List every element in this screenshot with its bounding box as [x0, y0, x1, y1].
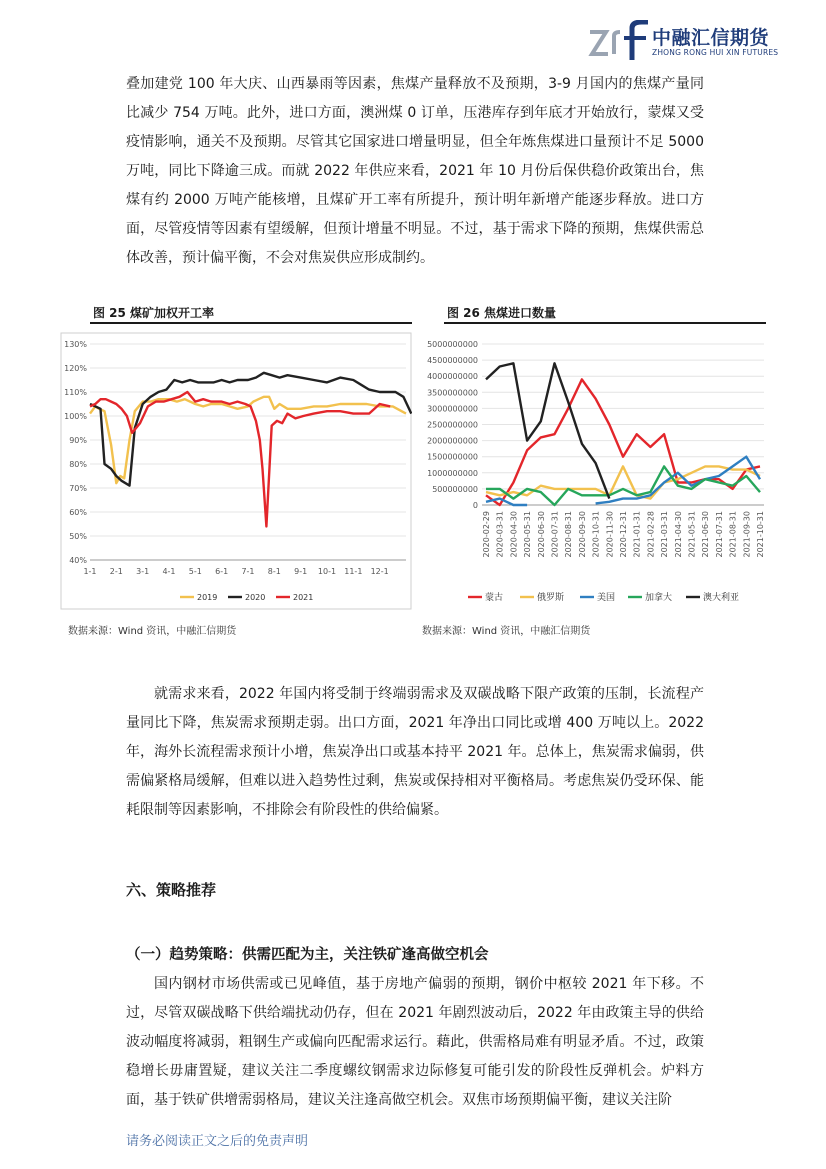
- x-tick-label: 2020-11-30: [605, 511, 615, 558]
- y-tick-label: 1500000000: [427, 452, 478, 462]
- x-tick-label: 2020-10-31: [591, 511, 601, 558]
- y-tick-label: 4500000000: [427, 356, 478, 366]
- zrf-logo-mark: [588, 20, 654, 64]
- y-tick-label: 4000000000: [427, 372, 478, 382]
- logo-english-name: ZHONG RONG HUI XIN FUTURES: [652, 48, 779, 57]
- y-tick-label: 50%: [69, 532, 87, 541]
- x-tick-label: 2020-03-31: [495, 511, 505, 558]
- legend-label-2021: 2021: [293, 593, 314, 602]
- y-tick-label: 500000000: [432, 484, 478, 494]
- y-tick-label: 130%: [64, 340, 87, 349]
- chart-26-svg: [418, 332, 774, 617]
- legend-label-2020: 2020: [245, 593, 266, 602]
- x-tick-label: 8-1: [267, 567, 281, 576]
- company-logo: [588, 20, 778, 64]
- x-tick-label: 2020-09-30: [577, 511, 587, 558]
- paragraph-coke-demand: 就需求来看，2022 年国内将受制于终端弱需求及双碳战略下限产政策的压制，长流程产量同比下降，焦炭需求预期走弱。出口方面，2021 年净出口同比或增 400 万吨以上。2022 年，海外长流程需求预计小增，焦炭净出口或基本持平 2021 年。总体上，焦炭需求偏弱，供需偏紧格局缓解，但难以进入趋势性过剩，焦炭或保持相对平衡格局。考虑焦炭仍受环保、能耗限制等因素影响，不排除会有阶段性的供给偏紧。: [126, 686, 704, 818]
- y-tick-label: 2500000000: [427, 420, 478, 430]
- x-tick-label: 2021-10-31: [756, 511, 765, 558]
- paragraph-coking-coal-supply: 叠加建党 100 年大庆、山西暴雨等因素，焦煤产量释放不及预期，3-9 月国内的焦煤产量同比减少 754 万吨。此外，进口方面，澳洲煤 0 订单，压港库存到年底才开始放行，蒙煤又受疫情影响，通关不及预期。尽管其它国家进口增量明显，但全年炼焦煤进口量预计不足 5000 万吨，同比下降逾三成。而就 2022 年供应来看，2021 年 10 月份后保供稳价政策出台，焦煤有约 2000 万吨产能核增，且煤矿开工率有所提升，预计明年新增产能逐步释放。进口方面，尽管疫情等因素有望缓解，但预计增量不明显。不过，基于需求下降的预期，焦煤供需总体改善，预计偏平衡，不会对焦炭供应形成制约。: [126, 76, 704, 266]
- legend-label-加拿大: 加拿大: [645, 593, 673, 603]
- y-tick-label: 3500000000: [427, 388, 478, 398]
- x-tick-label: 2020-06-30: [536, 511, 546, 558]
- legend-label-蒙古: 蒙古: [485, 593, 504, 603]
- x-tick-label: 2021-03-31: [660, 511, 670, 558]
- figure-25-rule: [90, 322, 412, 324]
- y-tick-label: 60%: [69, 508, 87, 517]
- figure-25-source: 数据来源：Wind 资讯，中融汇信期货: [68, 626, 237, 637]
- legend-label-俄罗斯: 俄罗斯: [537, 593, 565, 603]
- figure-26-source: 数据来源：Wind 资讯，中融汇信期货: [422, 626, 591, 637]
- x-tick-label: 2020-08-31: [564, 511, 574, 558]
- y-tick-label: 110%: [64, 388, 87, 397]
- x-tick-label: 2020-07-31: [550, 511, 560, 558]
- x-tick-label: 6-1: [215, 567, 229, 576]
- x-tick-label: 2020-02-29: [482, 511, 491, 558]
- legend-label-美国: 美国: [597, 593, 616, 603]
- figure-26-rule: [444, 322, 766, 324]
- y-tick-label: 5000000000: [427, 340, 478, 349]
- x-tick-label: 2-1: [109, 567, 123, 576]
- x-tick-label: 2021-04-30: [673, 511, 683, 558]
- chart-coking-coal-imports: [418, 332, 774, 617]
- chart-coal-mine-utilization: [60, 332, 412, 612]
- legend-label-2019: 2019: [197, 593, 218, 602]
- x-tick-label: 11-1: [344, 567, 363, 576]
- x-tick-label: 3-1: [136, 567, 150, 576]
- y-tick-label: 120%: [64, 364, 87, 373]
- x-tick-label: 2021-01-31: [632, 511, 642, 558]
- series-line-蒙古: [486, 379, 760, 505]
- y-tick-label: 1000000000: [427, 468, 478, 478]
- section-title: 六、策略推荐: [126, 881, 217, 899]
- x-tick-label: 1-1: [83, 567, 97, 576]
- paragraph-strategy: 国内钢材市场供需或已见峰值，基于房地产偏弱的预期，钢价中枢较 2021 年下移。不过，尽管双碳战略下供给端扰动仍存，但在 2021 年剧烈波动后，2022 年由政策主导的供给波动幅度将减弱，粗钢生产或偏向匹配需求运行。藉此，供需格局难有明显矛盾。不过，政策稳增长毋庸置疑，建议关注二季度螺纹钢需求边际修复可能引发的阶段性反弹机会。炉料方面，基于铁矿供增需弱格局，建议关注逢高做空机会。双焦市场预期偏平衡，建议关注阶: [126, 976, 704, 1108]
- y-tick-label: 2000000000: [427, 436, 478, 446]
- x-tick-label: 2021-02-28: [646, 511, 656, 558]
- x-tick-label: 5-1: [188, 567, 202, 576]
- series-line-美国: [486, 499, 527, 505]
- y-tick-label: 90%: [69, 436, 87, 445]
- x-tick-label: 2021-09-30: [742, 511, 752, 558]
- x-tick-label: 2020-05-31: [523, 511, 533, 558]
- y-tick-label: 40%: [69, 556, 87, 565]
- x-tick-label: 10-1: [317, 567, 337, 576]
- legend-label-澳大利亚: 澳大利亚: [703, 593, 740, 603]
- x-tick-label: 2021-06-30: [701, 511, 711, 558]
- logo-chinese-name: 中融汇信期货: [652, 27, 770, 49]
- x-tick-label: 2020-12-31: [619, 511, 628, 558]
- chart-25-svg: [60, 332, 412, 612]
- y-tick-label: 3000000000: [427, 404, 478, 414]
- figure-25-caption: 图 25 煤矿加权开工率: [93, 306, 215, 320]
- x-tick-label: 12-1: [370, 567, 389, 576]
- y-tick-label: 80%: [69, 460, 87, 469]
- figure-26-caption: 图 26 焦煤进口数量: [447, 306, 557, 320]
- x-tick-label: 7-1: [241, 567, 255, 576]
- x-tick-label: 2021-08-31: [728, 511, 738, 558]
- series-line-澳大利亚: [486, 363, 609, 498]
- y-tick-label: 0: [472, 501, 478, 510]
- disclaimer-footer: 请务必阅读正文之后的免责声明: [126, 1134, 309, 1149]
- x-tick-label: 2021-07-31: [714, 511, 724, 558]
- x-tick-label: 9-1: [294, 567, 308, 576]
- x-tick-label: 4-1: [162, 567, 176, 576]
- y-tick-label: 70%: [69, 484, 87, 493]
- section-subtitle: （一）趋势策略：供需匹配为主，关注铁矿逢高做空机会: [126, 947, 489, 963]
- x-tick-label: 2020-04-30: [509, 511, 519, 558]
- y-tick-label: 100%: [64, 412, 87, 421]
- x-tick-label: 2021-05-31: [687, 511, 697, 558]
